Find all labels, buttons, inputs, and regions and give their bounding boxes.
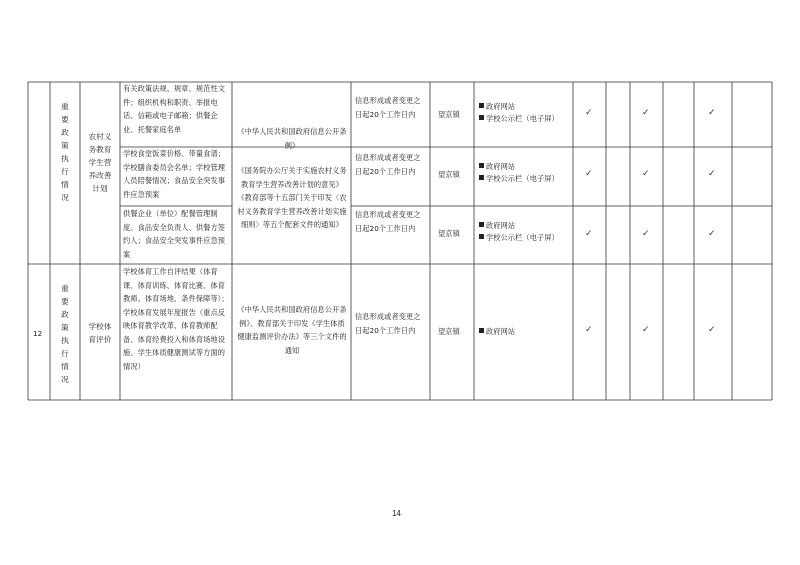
check-mark-icon: ✓	[585, 108, 593, 118]
check-mark-icon: ✓	[585, 325, 593, 335]
checkbox-square-icon	[479, 328, 484, 333]
item-label	[82, 320, 118, 346]
subject-cell: 望京镇	[438, 327, 460, 336]
checkbox-square-icon	[479, 163, 484, 168]
page-number: 14	[392, 509, 401, 518]
check-mark-icon: ✓	[642, 229, 650, 239]
item-text: 农村义务教育学生营养改善计划	[88, 132, 112, 193]
channel-item	[479, 173, 573, 185]
check-mark-icon: ✓	[585, 229, 593, 239]
basis-cell: 《中华人民共和国政府信息公开条例》、教育部关于印发《学生体质健康监测评价办法》等三个文件的通知	[237, 305, 347, 355]
basis-cell: 《国务院办公厅关于实施农村义务教育学生营养改善计划的意见》《教育部等十五部门关于印发〈农村义务教育学生营养改善计划实施细则〉等五个配套文件的通知》	[237, 166, 347, 229]
time-cell: 信息形成或者变更之日起20个工作日内	[355, 312, 421, 335]
item-label	[82, 130, 118, 195]
channel-text: 政府网站	[486, 327, 516, 336]
category-label	[52, 100, 78, 204]
content-cell: 学校食堂饭菜价格、带量食谱；学校膳食委员会名单；学校管理人员陪餐情况；食品安全突发事件应急预案	[123, 149, 226, 199]
channel-cell	[479, 101, 573, 125]
channel-text: 政府网站	[486, 102, 516, 111]
channel-cell	[479, 161, 573, 185]
content-cell: 有关政策法规、规章、规范性文件；组织机构和职责、举报电话、信箱或电子邮箱；供餐企业、托餐家庭名单	[123, 84, 226, 134]
check-mark-icon: ✓	[708, 229, 716, 239]
channel-cell	[479, 220, 573, 244]
category-text: 重要政策执行情况	[61, 102, 69, 202]
channel-text: 学校公示栏（电子屏）	[486, 114, 559, 123]
channel-text: 学校公示栏（电子屏）	[486, 174, 559, 183]
check-mark-icon: ✓	[642, 325, 650, 335]
content-cell: 学校体育工作自评结果（体育课、体育训练、体育比赛、体育教师、体育场地、条件保障等）；学校体育发展年度报告（重点反映体育教学改革、体育教师配备、体育经费投入和体育场地设施、学生体质健康测试等方面的情况）	[123, 267, 229, 371]
channel-cell	[479, 325, 573, 339]
content-cell: 供餐企业（单位）配餐管理制度、食品安全负责人、供餐方签约人；食品安全突发事件应急预案	[123, 209, 226, 259]
category-text: 重要政策执行情况	[61, 284, 69, 384]
time-cell: 信息形成或者变更之日起20个工作日内	[355, 210, 421, 233]
subject-cell: 望京镇	[438, 229, 460, 238]
check-mark-icon: ✓	[708, 169, 716, 179]
channel-item	[479, 161, 573, 173]
row-number: 12	[33, 329, 43, 338]
subject-cell: 望京镇	[438, 110, 460, 119]
channel-text: 学校公示栏（电子屏）	[486, 233, 559, 242]
checkbox-square-icon	[479, 234, 484, 239]
channel-item	[479, 220, 573, 232]
basis-cell: 《中华人民共和国政府信息公开条例》	[237, 127, 347, 150]
checkbox-square-icon	[479, 175, 484, 180]
check-mark-icon: ✓	[708, 325, 716, 335]
subject-cell: 望京镇	[438, 170, 460, 179]
channel-text: 政府网站	[486, 221, 516, 230]
category-label	[52, 282, 78, 386]
check-mark-icon: ✓	[585, 169, 593, 179]
channel-item	[479, 232, 573, 244]
channel-item	[479, 113, 573, 125]
channel-item	[479, 101, 573, 113]
check-mark-icon: ✓	[642, 108, 650, 118]
checkbox-square-icon	[479, 115, 484, 120]
checkbox-square-icon	[479, 103, 484, 108]
item-text: 学校体育评价	[88, 322, 112, 344]
check-mark-icon: ✓	[642, 169, 650, 179]
time-cell: 信息形成或者变更之日起20个工作日内	[355, 153, 421, 176]
channel-text: 政府网站	[486, 162, 516, 171]
checkbox-square-icon	[479, 222, 484, 227]
time-cell: 信息形成或者变更之日起20个工作日内	[355, 96, 421, 119]
check-mark-icon: ✓	[708, 108, 716, 118]
